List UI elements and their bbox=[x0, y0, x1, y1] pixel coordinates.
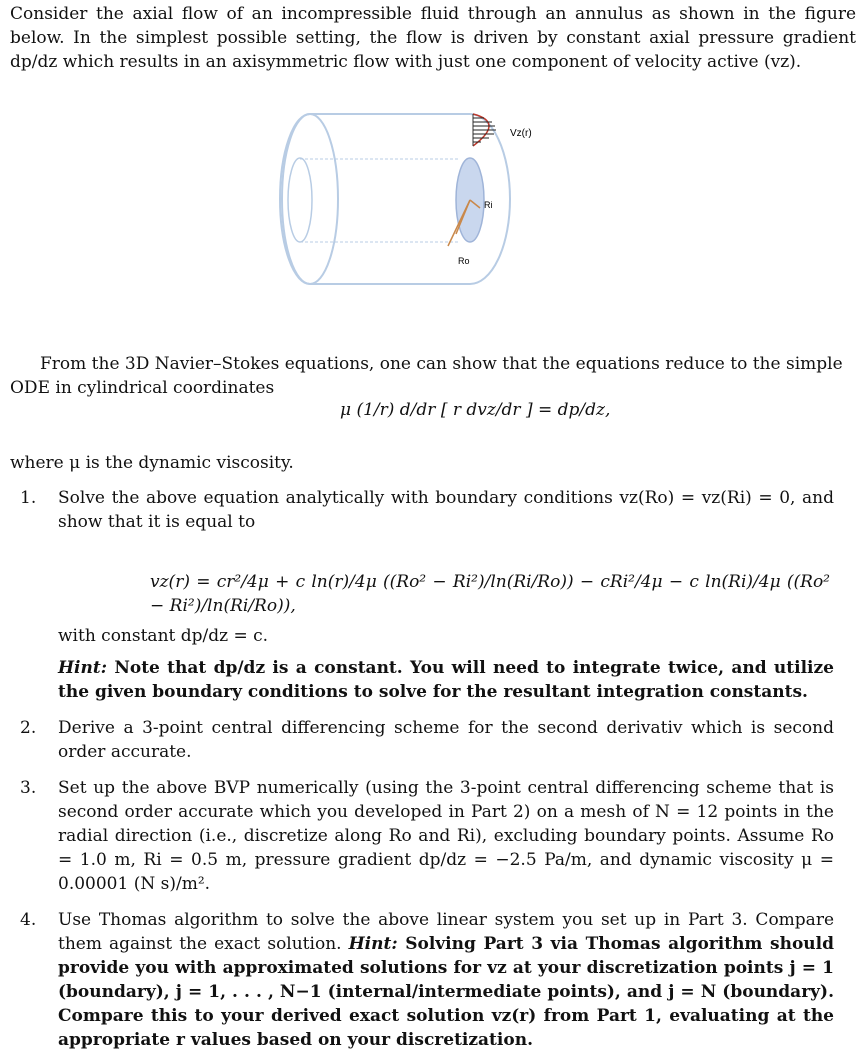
hint-text: Solving Part 3 via Thomas algorithm should provide you with approximated solutions for vz at your discretization points j = 1 (boundary), j = 1, . . . , N−1 (internal/intermediate points), and j = N (boundary). Compare this to your derived exact solution vz(r) from Part 1, evaluating at the appropriate r values based on your discretization. bbox=[58, 934, 834, 1050]
velocity-label: Vz(r) bbox=[510, 128, 532, 139]
item-number: 1. bbox=[20, 488, 37, 508]
constant-text: with constant dp/dz = c. bbox=[58, 626, 269, 646]
from-paragraph: From the 3D Navier–Stokes equations, one can show that the equations reduce to the simple ODE in cylindrical coordinates bbox=[10, 354, 843, 398]
hint-text: Note that dp/dz is a constant. You will need to integrate twice, and utilize the given boundary conditions to solve for the resultant integration constants. bbox=[58, 658, 834, 702]
solution-equation: vz(r) = cr²/4μ + c ln(r)/4μ ((Ro² − Ri²)/ln(Ri/Ro)) − cRi²/4μ − c ln(Ri)/4μ ((Ro² − Ri²)/ln(Ri/Ro)), bbox=[150, 572, 830, 616]
hint-label: Hint: bbox=[58, 658, 108, 678]
item-text: Solve the above equation analytically with boundary conditions vz(Ro) = vz(Ri) = 0, and show that it is equal to bbox=[58, 488, 834, 532]
where-text: where μ is the dynamic viscosity. bbox=[10, 453, 294, 473]
item-number: 2. bbox=[20, 718, 37, 738]
item-text: Derive a 3-point central differencing scheme for the second derivativ which is second order accurate. bbox=[58, 718, 834, 762]
list-item bbox=[20, 908, 834, 1054]
item-text: Use Thomas algorithm to solve the above linear system you set up in Part 3. Compare them against the exact solution. bbox=[58, 910, 834, 954]
item-body bbox=[58, 908, 834, 1052]
intro-paragraph: Consider the axial flow of an incompressible fluid through an annulus as shown in the figure below. In the simplest possible setting, the flow is driven by constant axial pressure gradient dp/dz which results in an axisymmetric flow with just one component of velocity active (vz). bbox=[10, 4, 856, 72]
ro-label: Ro bbox=[458, 256, 470, 266]
hint-label: Hint: bbox=[348, 934, 398, 954]
item-number: 4. bbox=[20, 910, 37, 930]
item-text: Set up the above BVP numerically (using the 3-point central differencing scheme that is second order accurate which you developed in Part 2) on a mesh of N = 12 points in the radial direction (i.e., discretize along Ro and Ri), excluding boundary points. Assume Ro = 1.0 m, Ri = 0.5 m, pressure gradient dp/dz = −2.5 Pa/m, and dynamic viscosity μ = 0.00001 (N s)/m². bbox=[58, 778, 834, 894]
ri-label: Ri bbox=[484, 200, 493, 210]
outer-back-ellipse bbox=[282, 114, 338, 284]
velocity-arrows bbox=[473, 118, 496, 142]
list-item bbox=[20, 716, 834, 766]
list-item bbox=[20, 486, 834, 706]
hint-block bbox=[58, 656, 834, 704]
annulus-figure bbox=[270, 104, 570, 294]
item-number: 3. bbox=[20, 778, 37, 798]
list-item bbox=[20, 776, 834, 896]
ode-equation: μ (1/r) d/dr [ r dvz/dr ] = dp/dz, bbox=[340, 400, 611, 420]
